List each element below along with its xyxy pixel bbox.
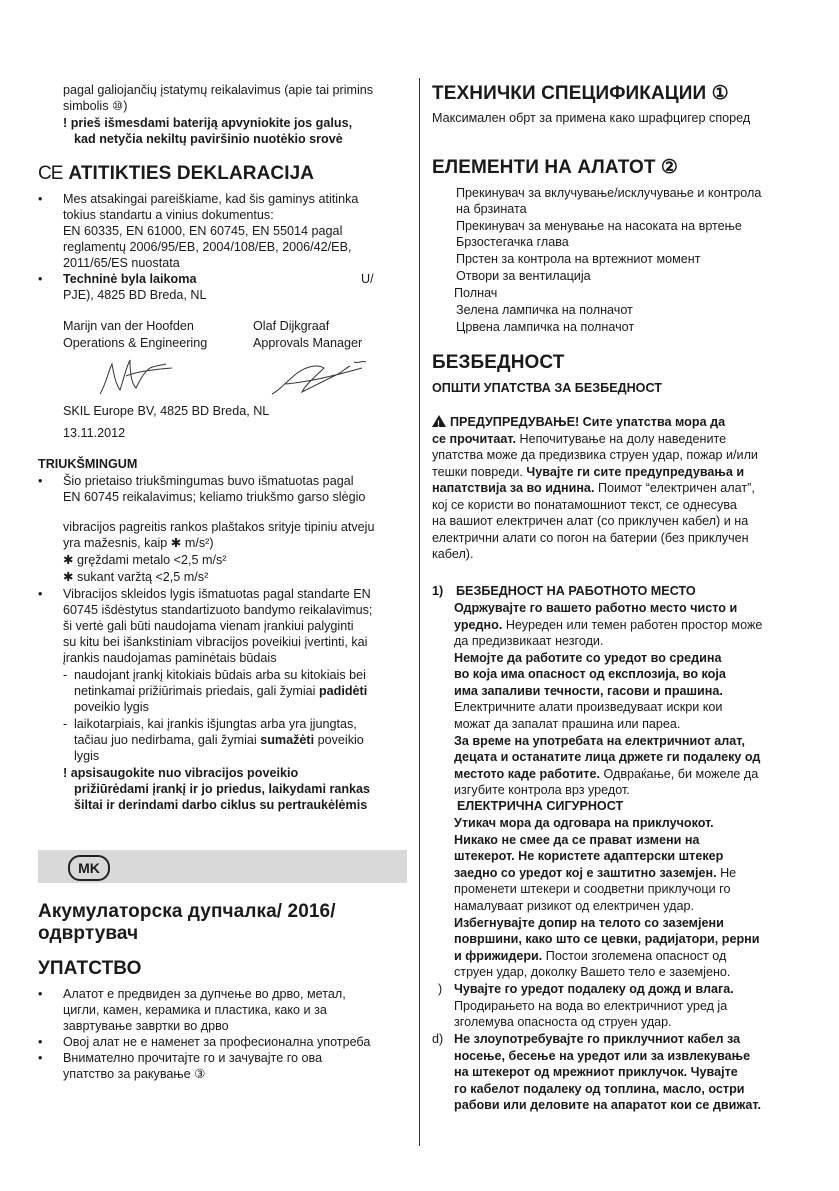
- text-line: зголемува опасноста од струен удар.: [454, 1015, 672, 1029]
- text-line: напатствија за во иднина. Поимот “електричен алат”,: [432, 481, 755, 495]
- warning-line: šiltai ir derindami darbo ciklus su pertraukėlėmis: [74, 798, 368, 812]
- text-line: Алатот е предвиден за дупчење во дрво, метал,: [63, 987, 346, 1001]
- tech-specs-heading: ТЕХНИЧКИ СПЕЦИФИКАЦИИ ①: [432, 83, 729, 104]
- text-line: Šio prietaiso triukšmingumas buvo išmatuotas pagal: [63, 474, 354, 488]
- bullet-icon: •: [38, 1035, 43, 1049]
- text-line: површини, како што се цевки, радијатори, рерни: [454, 932, 760, 946]
- product-title: Акумулаторска дупчалка/ 2016/: [38, 901, 336, 922]
- text-line: tačiau juo nedirbama, gali žymiai sumažėti poveikio: [74, 733, 364, 747]
- column-divider: [419, 78, 420, 1146]
- text-line: струен удар, доколку Вашето тело е заземјено.: [454, 965, 731, 979]
- text-line: Максимален обрт за примена како шрафцигер според: [432, 111, 751, 125]
- text-line: U/: [361, 272, 374, 286]
- warning-triangle-icon: [432, 415, 446, 427]
- bullet-icon: •: [38, 987, 43, 1001]
- section-heading: БЕЗБЕДНОСТ НА РАБОТНОТО МЕСТО: [456, 584, 696, 598]
- text-line: 2011/65/ES nuostata: [63, 256, 180, 270]
- signer-name: Olaf Dijkgraaf: [253, 319, 330, 333]
- text-line: кабел).: [432, 547, 474, 561]
- list-item: Полнач: [454, 286, 498, 300]
- text-line: упатство за ракување ③: [63, 1067, 206, 1081]
- text-line: įrankis naudojamas paminėtais būdais: [63, 651, 277, 665]
- text-line: Чувајте го уредот подалеку од дожд и влага.: [454, 982, 734, 996]
- text-line: su kitu bei išankstiniam vibracijos poveikiui įvertinti, kai: [63, 635, 368, 649]
- language-badge: MK: [68, 855, 110, 881]
- instructions-heading: УПАТСТВО: [38, 958, 142, 979]
- signer-role: Operations & Engineering: [63, 336, 208, 350]
- text-line: цигли, камен, керамика и пластика, како и за: [63, 1003, 327, 1017]
- text-line: променети штекери и соодветни приклучоци го: [454, 882, 731, 896]
- text-line: заедно со уредот кој е заштитно заземјен. Не: [454, 866, 737, 880]
- warning-line: kad netyčia nekiltų paviršinio nuotėkio srovė: [74, 132, 343, 146]
- text-line: Одржувајте го вашето работно место чисто и: [454, 601, 738, 615]
- bullet-icon: •: [38, 587, 43, 601]
- text-line: местото каде работите. Одвраќање, би можеле да: [454, 767, 759, 781]
- text-line: Techninė byla laikoma: [63, 272, 197, 286]
- safety-subheading: ОПШТИ УПАТСТВА ЗА БЕЗБЕДНОСТ: [432, 381, 662, 395]
- text-line: lygis: [74, 749, 100, 763]
- text-line: и фрижидери. Постои зголемена опасност од: [454, 949, 727, 963]
- declaration-date: 13.11.2012: [63, 426, 126, 440]
- text-line: pagal galiojančių įstatymų reikalavimus (apie tai primins: [63, 83, 374, 97]
- dash-icon: -: [63, 717, 68, 731]
- text-line: Не злоупотребувајте го приклучниот кабел за: [454, 1032, 741, 1046]
- text-line: го кабелот подалеку од топлина, масло, остри: [454, 1082, 745, 1096]
- tool-elements-heading: ЕЛЕМЕНТИ НА АЛАТОТ ②: [432, 157, 679, 178]
- signer-role: Approvals Manager: [253, 336, 363, 350]
- dash-icon: -: [63, 668, 68, 682]
- text-line: Продирањето на вода во електричниот уред ја: [454, 999, 728, 1013]
- safety-heading: БЕЗБЕДНОСТ: [432, 352, 565, 373]
- text-line: на штекерот од мрежниот приклучок. Чувајте: [454, 1065, 738, 1079]
- list-item: Прекинувач за менување на насоката на вртење: [456, 219, 742, 233]
- text-line: simbolis ⑩): [63, 99, 128, 113]
- section-number: d): [432, 1032, 444, 1046]
- text-line: има запаливи течности, гасови и прашина.: [454, 684, 723, 698]
- list-item: на брзината: [456, 202, 527, 216]
- text-line: ✱ gręždami metalo <2,5 m/s²: [63, 553, 227, 567]
- text-line: EN 60745 reikalavimus; keliamo triukšmo garso slėgio: [63, 490, 366, 504]
- section-heading: ЕЛЕКТРИЧНА СИГУРНОСТ: [457, 799, 624, 813]
- list-item: Црвена лампичка на полначот: [456, 320, 635, 334]
- text-line: Утикач мора да одговара на приклучокот.: [454, 816, 714, 830]
- declaration-heading: CE ATITIKTIES DEKLARACIJA: [38, 163, 315, 184]
- text-line: изгубите контрола врз уредот.: [454, 783, 630, 797]
- text-line: Овој алат не е наменет за професионална употреба: [63, 1035, 371, 1049]
- list-item: Брзостегачка глава: [456, 235, 569, 249]
- warning-line: !ПРЕДУПРЕДУВАЊЕ! Сите упатства мора да: [432, 414, 725, 430]
- warning-line: ! apsisaugokite nuo vibracijos poveikio: [63, 766, 299, 780]
- text-line: laikotarpiais, kai įrankis išjungtas arba yra įjungtas,: [74, 717, 357, 731]
- text-line: упатства може да предизвика струен удар, пожар и/или: [432, 448, 758, 462]
- section-number: 1): [432, 584, 444, 598]
- signature-2-icon: [266, 354, 376, 400]
- text-line: Vibracijos skleidos lygis išmatuotas pagal standarte EN: [63, 587, 371, 601]
- text-line: рабови или деловите на апаратот кои се движат.: [454, 1098, 761, 1112]
- text-line: tokius standartu a vinius dokumentus:: [63, 208, 274, 222]
- bullet-icon: •: [38, 192, 43, 206]
- text-line: yra mažesnis, kaip ✱ m/s²): [63, 536, 214, 550]
- bullet-icon: •: [38, 272, 43, 286]
- list-item: Прстен за контрола на вртежниот момент: [456, 252, 701, 266]
- ce-mark-icon: CE: [38, 163, 63, 184]
- text-line: poveikio lygis: [74, 700, 149, 714]
- text-line: Немојте да работите со уредот во средина: [454, 651, 722, 665]
- text-line: уредно. Неуреден или темен работен простор може: [454, 618, 763, 632]
- bullet-icon: •: [38, 1051, 43, 1065]
- text-line: да предизвикаат незгоди.: [454, 634, 604, 648]
- warning-line: prižiūrėdami įrankį ir jo priedus, laikydami rankas: [74, 782, 371, 796]
- text-line: vibracijos pagreitis rankos plaštakos srityje tipiniu atveju: [63, 520, 375, 534]
- language-bar: [38, 850, 407, 883]
- text-line: reglamentų 2006/95/EB, 2004/108/EB, 2006/42/EB,: [63, 240, 352, 254]
- text-line: EN 60335, EN 61000, EN 60745, EN 55014 pagal: [63, 224, 343, 238]
- text-line: Избегнувајте допир на телото со заземјени: [454, 916, 724, 930]
- text-line: 60745 išdėstytus standartizuoto bandymo reikalavimus;: [63, 603, 373, 617]
- bullet-icon: •: [38, 474, 43, 488]
- text-line: електрични алати со погон на батерии (без приклучен: [432, 531, 749, 545]
- list-item: Прекинувач за вклучување/исклучување и контрола: [456, 186, 762, 200]
- text-line: ši vertė gali būti naudojama vienam įrankiui palyginti: [63, 619, 354, 633]
- text-line: носење, бесење на уредот или за извлекување: [454, 1049, 751, 1063]
- text-line: Mes atsakingai pareiškiame, kad šis gaminys atitinka: [63, 192, 359, 206]
- text-line: PJE), 4825 BD Breda, NL: [63, 288, 207, 302]
- signer-name: Marijn van der Hoofden: [63, 319, 194, 333]
- text-line: naudojant įrankį kitokiais būdais arba su kitokiais bei: [74, 668, 366, 682]
- list-item: Отвори за вентилација: [456, 269, 591, 283]
- warning-line: ! prieš išmesdami bateriją apvyniokite jos galus,: [63, 116, 353, 130]
- text-line: За време на употребата на електричниот алат,: [454, 734, 746, 748]
- list-item: Зелена лампичка на полначот: [456, 303, 633, 317]
- text-line: децата и останатите лица држете ги подалеку од: [454, 750, 761, 764]
- text-line: се прочитаат. Непочитување на долу наведените: [432, 432, 727, 446]
- text-line: во која има опасност од експлозија, во која: [454, 667, 726, 681]
- company-address: SKIL Europe BV, 4825 BD Breda, NL: [63, 404, 270, 418]
- text-line: завртување завртки во дрво: [63, 1019, 229, 1033]
- section-number: ): [438, 982, 443, 996]
- text-line: на вашиот електричен алат (со приклучен кабел) и на: [432, 514, 749, 528]
- text-line: Внимателно прочитајте го и зачувајте го ова: [63, 1051, 323, 1065]
- text-line: ✱ sukant varžtą <2,5 m/s²: [63, 570, 209, 584]
- signature-1-icon: [96, 354, 176, 400]
- text-line: кој се користи во понатамошниот текст, се однесува: [432, 498, 737, 512]
- product-title: одвртувач: [38, 923, 139, 944]
- text-line: намалуваат ризикот од електричен удар.: [454, 899, 695, 913]
- text-line: netinkamai prižiūrimais priedais, gali žymiai padidėti: [74, 684, 368, 698]
- noise-heading: TRIUKŠMINGUM: [38, 457, 138, 471]
- text-line: Електричните алати произведуваат искри кои: [454, 700, 723, 714]
- text-line: Никако не смее да се прават измени на: [454, 833, 700, 847]
- text-line: штекерот. Не користете адаптерски штекер: [454, 849, 724, 863]
- text-line: тешки повреди. Чувајте ги сите предупредувања и: [432, 465, 745, 479]
- text-line: можат да запалат прашина или пареа.: [454, 717, 681, 731]
